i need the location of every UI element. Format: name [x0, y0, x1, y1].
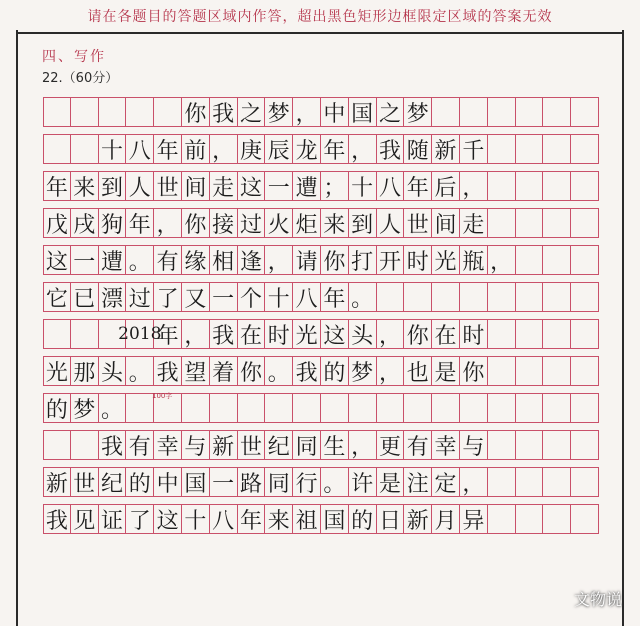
grid-cell: 到 — [349, 208, 377, 238]
grid-cell: 个 — [238, 282, 266, 312]
grid-cell: 新 — [432, 134, 460, 164]
grid-cell — [516, 319, 544, 349]
section-title: 四、写作 — [42, 49, 106, 65]
grid-cell — [432, 97, 460, 127]
grid-cell — [488, 356, 516, 386]
grid-cell — [543, 245, 571, 275]
grid-cell: 行 — [293, 467, 321, 497]
grid-cell — [516, 245, 544, 275]
grid-cell: 注 — [404, 467, 432, 497]
grid-cell: 世 — [154, 171, 182, 201]
grid-cell: 庚 — [238, 134, 266, 164]
grid-cell — [43, 134, 71, 164]
grid-row — [43, 97, 599, 127]
grid-cell: 走 — [460, 208, 488, 238]
grid-cell — [516, 208, 544, 238]
grid-cell — [43, 430, 71, 460]
grid-cell: 相 — [210, 245, 238, 275]
grid-cell — [543, 171, 571, 201]
grid-cell: 月 — [432, 504, 460, 534]
grid-cell — [265, 393, 293, 423]
grid-cell: 我 — [210, 97, 238, 127]
grid-cell — [543, 393, 571, 423]
watermark: 文物说 — [573, 590, 622, 609]
grid-cell: 光 — [43, 356, 71, 386]
grid-cell: 你 — [460, 356, 488, 386]
grid-cell: 辰 — [265, 134, 293, 164]
grid-cell — [516, 356, 544, 386]
grid-cell: 打 — [349, 245, 377, 275]
grid-cell — [238, 393, 266, 423]
grid-row — [43, 282, 599, 312]
grid-cell — [516, 134, 544, 164]
grid-cell: 那 — [71, 356, 99, 386]
grid-row — [43, 171, 599, 201]
grid-cell — [321, 393, 349, 423]
grid-cell — [571, 171, 599, 201]
composition-grid — [43, 97, 599, 541]
answer-border-top — [16, 32, 624, 34]
grid-cell: 时 — [265, 319, 293, 349]
grid-cell — [543, 282, 571, 312]
grid-cell — [571, 97, 599, 127]
grid-cell: 我 — [377, 134, 405, 164]
grid-cell — [404, 282, 432, 312]
grid-cell: 你 — [182, 208, 210, 238]
grid-cell: ， — [349, 134, 377, 164]
grid-cell: 我 — [293, 356, 321, 386]
grid-cell: 有 — [404, 430, 432, 460]
grid-cell — [43, 97, 71, 127]
grid-cell — [460, 97, 488, 127]
grid-cell: 望 — [182, 356, 210, 386]
grid-cell: 来 — [71, 171, 99, 201]
grid-cell: 到 — [99, 171, 127, 201]
grid-cell: ， — [377, 356, 405, 386]
grid-cell: 世 — [71, 467, 99, 497]
grid-cell: 日 — [377, 504, 405, 534]
grid-cell: 你 — [404, 319, 432, 349]
grid-cell: 八 — [377, 171, 405, 201]
grid-cell — [571, 319, 599, 349]
grid-cell: 火 — [265, 208, 293, 238]
grid-cell — [488, 393, 516, 423]
grid-cell: 年 — [321, 134, 349, 164]
grid-cell: 后 — [432, 171, 460, 201]
grid-cell — [460, 282, 488, 312]
grid-cell: 年 — [154, 134, 182, 164]
grid-cell: 纪 — [265, 430, 293, 460]
grid-cell: 一 — [210, 467, 238, 497]
grid-cell: 年 — [238, 504, 266, 534]
grid-cell: 纪 — [99, 467, 127, 497]
grid-cell — [377, 282, 405, 312]
grid-cell: ， — [488, 245, 516, 275]
grid-cell: 又 — [182, 282, 210, 312]
grid-cell — [488, 504, 516, 534]
grid-cell — [571, 393, 599, 423]
grid-cell: 已 — [71, 282, 99, 312]
grid-cell: 。 — [99, 393, 127, 423]
grid-cell — [488, 134, 516, 164]
grid-cell: 梦 — [265, 97, 293, 127]
grid-cell: 前 — [182, 134, 210, 164]
grid-cell: 这 — [154, 504, 182, 534]
grid-cell: 梦 — [349, 356, 377, 386]
grid-cell — [71, 430, 99, 460]
grid-cell: 着 — [210, 356, 238, 386]
grid-cell — [543, 97, 571, 127]
grid-cell — [516, 467, 544, 497]
grid-cell: 。 — [265, 356, 293, 386]
grid-cell — [488, 171, 516, 201]
grid-cell — [571, 245, 599, 275]
grid-cell — [571, 504, 599, 534]
grid-cell — [349, 393, 377, 423]
grid-cell: 国 — [182, 467, 210, 497]
grid-cell: 随 — [404, 134, 432, 164]
grid-cell — [71, 97, 99, 127]
grid-cell: 。 — [349, 282, 377, 312]
grid-cell: 八 — [293, 282, 321, 312]
grid-cell: 了 — [154, 282, 182, 312]
grid-cell: 生 — [321, 430, 349, 460]
grid-cell: 一 — [210, 282, 238, 312]
grid-cell: 新 — [404, 504, 432, 534]
grid-cell: 也 — [404, 356, 432, 386]
grid-cell: 间 — [182, 171, 210, 201]
grid-cell — [71, 319, 99, 349]
grid-cell: 过 — [238, 208, 266, 238]
grid-row — [43, 467, 599, 497]
grid-cell: 我 — [43, 504, 71, 534]
grid-cell: ， — [293, 97, 321, 127]
grid-cell — [154, 97, 182, 127]
grid-cell: 你 — [182, 97, 210, 127]
grid-cell: 我 — [210, 319, 238, 349]
grid-cell: 时 — [404, 245, 432, 275]
grid-cell: 遭 — [99, 245, 127, 275]
grid-cell: 狗 — [99, 208, 127, 238]
grid-cell — [516, 97, 544, 127]
grid-cell — [543, 467, 571, 497]
grid-cell: 这 — [238, 171, 266, 201]
grid-cell — [516, 393, 544, 423]
grid-cell: 漂 — [99, 282, 127, 312]
grid-cell: 一 — [265, 171, 293, 201]
grid-cell: 间 — [432, 208, 460, 238]
grid-cell: 的 — [349, 504, 377, 534]
grid-cell: 十 — [265, 282, 293, 312]
grid-cell: 戌 — [71, 208, 99, 238]
grid-cell — [516, 504, 544, 534]
grid-cell — [432, 282, 460, 312]
grid-cell: 炬 — [293, 208, 321, 238]
grid-cell — [543, 430, 571, 460]
grid-cell: 我 — [99, 430, 127, 460]
grid-cell: 头 — [349, 319, 377, 349]
grid-cell — [488, 430, 516, 460]
grid-cell: 同 — [293, 430, 321, 460]
grid-cell: 你 — [238, 356, 266, 386]
grid-cell: 有 — [154, 245, 182, 275]
grid-cell: 证 — [99, 504, 127, 534]
grid-cell: 许 — [349, 467, 377, 497]
grid-cell — [543, 134, 571, 164]
grid-cell: ， — [349, 430, 377, 460]
grid-cell: 遭 — [293, 171, 321, 201]
grid-cell — [404, 393, 432, 423]
grid-cell: 这 — [43, 245, 71, 275]
grid-cell: 更 — [377, 430, 405, 460]
grid-cell: 瓶 — [460, 245, 488, 275]
grid-row — [43, 245, 599, 275]
grid-row — [43, 319, 599, 349]
grid-cell — [488, 467, 516, 497]
grid-cell: ， — [460, 171, 488, 201]
grid-cell: 中 — [321, 97, 349, 127]
grid-cell — [543, 356, 571, 386]
grid-cell: 你 — [321, 245, 349, 275]
grid-cell — [516, 430, 544, 460]
grid-cell — [99, 97, 127, 127]
grid-cell: 异 — [460, 504, 488, 534]
grid-cell: 头 — [99, 356, 127, 386]
grid-row — [43, 430, 599, 460]
grid-cell: 八 — [210, 504, 238, 534]
grid-row — [43, 208, 599, 238]
grid-cell: 年 — [154, 319, 182, 349]
grid-cell: 定 — [432, 467, 460, 497]
grid-cell: 路 — [238, 467, 266, 497]
grid-cell: ， — [154, 208, 182, 238]
grid-cell: 2018 — [126, 319, 154, 349]
grid-row — [43, 504, 599, 534]
grid-cell: 接 — [210, 208, 238, 238]
grid-cell — [293, 393, 321, 423]
word-count-marker-100: 100字 — [152, 392, 173, 400]
grid-cell: 年 — [43, 171, 71, 201]
grid-cell — [460, 393, 488, 423]
grid-cell: 在 — [238, 319, 266, 349]
grid-cell: 之 — [377, 97, 405, 127]
grid-cell — [543, 208, 571, 238]
grid-cell: 幸 — [432, 430, 460, 460]
grid-cell: 年 — [126, 208, 154, 238]
grid-cell — [516, 282, 544, 312]
grid-cell: 一 — [71, 245, 99, 275]
grid-cell: 见 — [71, 504, 99, 534]
grid-cell: 世 — [238, 430, 266, 460]
grid-cell: 我 — [154, 356, 182, 386]
grid-cell: 的 — [43, 393, 71, 423]
grid-cell: 幸 — [154, 430, 182, 460]
grid-cell: 是 — [432, 356, 460, 386]
answer-border-right — [622, 30, 624, 626]
grid-cell: 它 — [43, 282, 71, 312]
grid-cell — [210, 393, 238, 423]
grid-cell: 逢 — [238, 245, 266, 275]
grid-cell — [432, 393, 460, 423]
grid-cell: 中 — [154, 467, 182, 497]
grid-cell — [571, 208, 599, 238]
grid-cell: ； — [321, 171, 349, 201]
grid-cell: 开 — [377, 245, 405, 275]
grid-cell: 千 — [460, 134, 488, 164]
grid-cell — [571, 134, 599, 164]
grid-cell: 梦 — [71, 393, 99, 423]
grid-cell: 人 — [126, 171, 154, 201]
grid-cell — [571, 356, 599, 386]
grid-cell: 。 — [126, 245, 154, 275]
grid-cell: 国 — [321, 504, 349, 534]
grid-cell — [488, 319, 516, 349]
grid-cell: 是 — [377, 467, 405, 497]
grid-cell: 。 — [126, 356, 154, 386]
grid-cell: 世 — [404, 208, 432, 238]
grid-cell — [71, 134, 99, 164]
grid-cell: 走 — [210, 171, 238, 201]
grid-cell — [543, 319, 571, 349]
grid-cell — [488, 282, 516, 312]
grid-cell: 光 — [293, 319, 321, 349]
grid-cell: 来 — [265, 504, 293, 534]
grid-cell — [571, 430, 599, 460]
grid-cell: 来 — [321, 208, 349, 238]
grid-cell: 有 — [126, 430, 154, 460]
grid-cell: 梦 — [404, 97, 432, 127]
grid-cell: 龙 — [293, 134, 321, 164]
grid-cell: 的 — [321, 356, 349, 386]
grid-cell: 戊 — [43, 208, 71, 238]
grid-row — [43, 356, 599, 386]
grid-cell: 新 — [43, 467, 71, 497]
grid-cell — [516, 171, 544, 201]
grid-cell: 之 — [238, 97, 266, 127]
grid-cell: 光 — [432, 245, 460, 275]
grid-cell — [543, 504, 571, 534]
grid-cell — [571, 467, 599, 497]
answer-area-notice: 请在各题目的答题区域内作答，超出黑色矩形边框限定区域的答案无效 — [87, 9, 553, 25]
grid-cell: 缘 — [182, 245, 210, 275]
grid-cell: 十 — [182, 504, 210, 534]
grid-cell — [182, 393, 210, 423]
grid-cell: ， — [377, 319, 405, 349]
grid-row — [43, 134, 599, 164]
grid-cell: 年 — [404, 171, 432, 201]
answer-border-left — [16, 30, 18, 626]
grid-cell — [377, 393, 405, 423]
grid-cell: 过 — [126, 282, 154, 312]
grid-cell: 祖 — [293, 504, 321, 534]
grid-cell: 新 — [210, 430, 238, 460]
grid-cell: 十 — [349, 171, 377, 201]
grid-cell: 。 — [321, 467, 349, 497]
grid-cell — [126, 393, 154, 423]
grid-cell — [571, 282, 599, 312]
grid-cell — [43, 319, 71, 349]
grid-cell: 与 — [182, 430, 210, 460]
question-number: 22.（60分） — [42, 71, 119, 86]
grid-cell: 十 — [99, 134, 127, 164]
grid-cell: 的 — [126, 467, 154, 497]
grid-cell: 时 — [460, 319, 488, 349]
grid-cell: ， — [460, 467, 488, 497]
grid-cell: ， — [210, 134, 238, 164]
grid-cell — [488, 208, 516, 238]
grid-cell: 八 — [126, 134, 154, 164]
grid-cell: ， — [182, 319, 210, 349]
grid-row — [43, 393, 599, 423]
grid-cell: 在 — [432, 319, 460, 349]
grid-cell: 同 — [265, 467, 293, 497]
grid-cell: 年 — [321, 282, 349, 312]
grid-cell: 这 — [321, 319, 349, 349]
grid-cell — [488, 97, 516, 127]
grid-cell: 与 — [460, 430, 488, 460]
grid-cell: 请 — [293, 245, 321, 275]
grid-cell: 人 — [377, 208, 405, 238]
grid-cell: 国 — [349, 97, 377, 127]
grid-cell: 了 — [126, 504, 154, 534]
grid-cell: ， — [265, 245, 293, 275]
grid-cell — [126, 97, 154, 127]
